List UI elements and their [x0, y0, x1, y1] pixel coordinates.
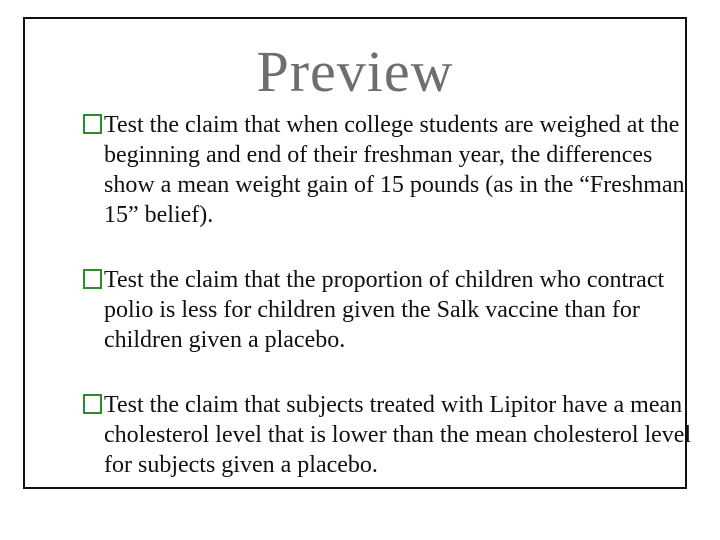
bullet-text: Test the claim that the proportion of children who contract polio is less for children given the Salk vaccine than for children given a placebo.	[104, 267, 665, 353]
bullet-item-salk-vaccine	[83, 265, 703, 355]
bullet-square-icon	[83, 269, 102, 289]
bullet-text: Test the claim that subjects treated with Lipitor have a mean cholesterol level that is lower than the mean cholesterol level for subjects given a placebo.	[104, 392, 692, 478]
bullet-text: Test the claim that when college students are weighed at the beginning and end of their freshman year, the differences show a mean weight gain of 15 pounds (as in the “Freshman 15” belief).	[104, 112, 685, 228]
bullet-square-icon	[83, 114, 102, 134]
slide-title: Preview	[256, 39, 454, 104]
bullet-item-freshman-15	[83, 110, 703, 230]
bullet-square-icon	[83, 394, 102, 414]
bullet-list	[83, 110, 703, 480]
slide-frame	[23, 17, 692, 489]
bullet-item-lipitor	[83, 390, 703, 480]
